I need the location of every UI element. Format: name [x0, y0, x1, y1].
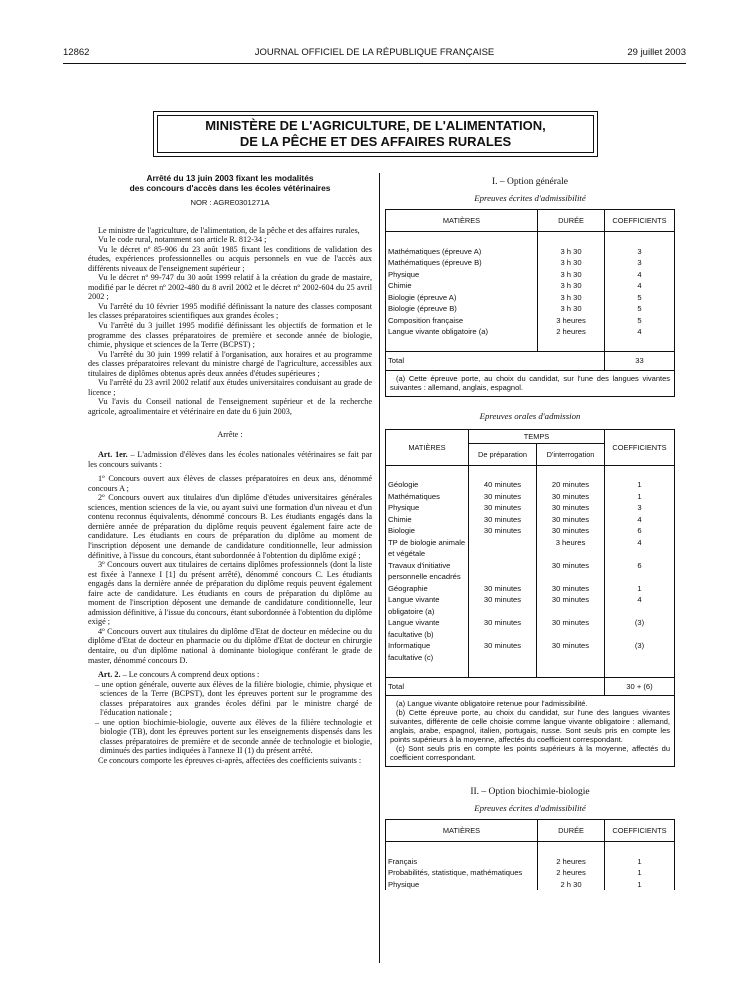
subject-cell: Biologie (épreuve A) [386, 292, 538, 304]
running-header [63, 47, 686, 61]
oral-table-notes [385, 696, 675, 767]
biochimie-written-table [385, 819, 675, 890]
column-header: COEFFICIENTS [605, 429, 675, 465]
page-number: 12862 [63, 47, 90, 58]
table-row [386, 246, 675, 258]
concours-paragraph: 1º Concours ouvert aux élèves de classes préparatoires en deux ans, dénommé concours A ; [88, 474, 372, 493]
journal-title: JOURNAL OFFICIEL DE LA RÉPUBLIQUE FRANÇAISE [254, 47, 495, 58]
interrogation-time-cell: 20 minutes [537, 479, 605, 491]
column-header: COEFFICIENTS [605, 210, 675, 232]
duration-cell: 3 h 30 [538, 292, 605, 304]
table-row [386, 856, 675, 868]
article-1-label: Art. 1er. [98, 450, 128, 460]
visa-paragraph: Vu l'arrêté du 30 juin 1999 relatif à l'organisation, aux horaires et au programme des classes préparatoires relevant du ministre chargé de l'agriculture, accessibles aux titulaires de diplômes obtenus après deux années d'études supérieures ; [88, 349, 372, 378]
table-row [386, 525, 675, 537]
subject-cell: Langue vivante obligatoire (a) [386, 594, 469, 617]
visa-paragraph: Le ministre de l'agriculture, de l'alimentation, de la pêche et des affaires rurales, [98, 225, 360, 235]
header-rule [63, 63, 686, 64]
closing-paragraph: Ce concours comporte les épreuves ci-après, affectées des coefficients suivants : [98, 755, 362, 765]
duration-cell: 3 heures [538, 315, 605, 327]
preparation-time-cell [469, 537, 537, 560]
coefficient-cell: 4 [605, 514, 675, 526]
subject-cell: Physique [386, 269, 538, 281]
footnote: (c) Sont seuls pris en compte les points supérieurs à la moyenne, affectés du coefficient correspondant. [390, 744, 670, 762]
table-row [386, 617, 675, 640]
coefficient-cell: 3 [605, 257, 675, 269]
biochimie-written-subtitle: Epreuves écrites d'admissibilité [474, 803, 586, 813]
table-row [386, 560, 675, 583]
duration-cell: 3 h 30 [538, 269, 605, 281]
column-header: DURÉE [538, 210, 605, 232]
column-header: De préparation [469, 443, 537, 465]
interrogation-time-cell: 30 minutes [537, 514, 605, 526]
column-header: MATIÈRES [386, 210, 538, 232]
subject-cell: Biologie [386, 525, 469, 537]
subject-cell: Probabilités, statistique, mathématiques [386, 867, 538, 879]
interrogation-time-cell: 30 minutes [537, 502, 605, 514]
concours-paragraph: 2º Concours ouvert aux titulaires d'un diplôme d'études universitaires générales sciences, mention sciences de la vie, ou ayant suivi une formation d'un niveau et d'un contenu reconnus équivalents, dénommé concours B. Les étudiants engagés dans la dernière année de préparation du diplôme requis peuvent également faire acte de candidature. Les étudiants en cours de préparation du diplôme au moment de l'inscription déposent une demande de candidature conditionnelle, leur admission définitive, à l'issue du concours, étant subordonnée à l'obtention du diplôme exigé ; [88, 493, 372, 560]
written-exams-table [385, 209, 675, 371]
decree-title-line-2: des concours d'accès dans les écoles vétérinaires [129, 183, 331, 193]
total-label: Total [386, 677, 469, 696]
coefficient-cell: 1 [605, 856, 675, 868]
written-table-note [385, 371, 675, 397]
table-row [386, 867, 675, 879]
table-row [386, 491, 675, 503]
interrogation-time-cell: 30 minutes [537, 594, 605, 617]
options-list [88, 680, 372, 756]
ministry-line-1: MINISTÈRE DE L'AGRICULTURE, DE L'ALIMENTATION, [205, 118, 546, 133]
subject-cell: Physique [386, 879, 538, 891]
preparation-time-cell: 30 minutes [469, 640, 537, 663]
subject-cell: Physique [386, 502, 469, 514]
table-row [386, 640, 675, 663]
visa-paragraph: Vu le décret nº 85-906 du 23 août 1985 fixant les conditions de validation des études, expériences professionnelles ou acquis personnels en vue de l'accès aux différents niveaux de l'enseignement supérieur ; [88, 244, 372, 273]
column-header: MATIÈRES [386, 429, 469, 465]
interrogation-time-cell: 30 minutes [537, 525, 605, 537]
coefficient-cell: 1 [605, 479, 675, 491]
table-row [386, 879, 675, 891]
subject-cell: Langue vivante obligatoire (a) [386, 326, 538, 338]
preparation-time-cell: 30 minutes [469, 617, 537, 640]
table-row [386, 303, 675, 315]
duration-cell: 2 h 30 [538, 879, 605, 891]
article-2-label: Art. 2. [98, 670, 121, 680]
preparation-time-cell: 30 minutes [469, 525, 537, 537]
visa-paragraph: Vu le code rural, notamment son article R. 812-34 ; [98, 235, 267, 245]
column-header: COEFFICIENTS [605, 820, 675, 842]
subject-cell: Chimie [386, 280, 538, 292]
coefficient-cell: 5 [605, 303, 675, 315]
subject-cell: Travaux d'initiative personnelle encadrés [386, 560, 469, 583]
subject-cell: Mathématiques (épreuve A) [386, 246, 538, 258]
column-header: MATIÈRES [386, 820, 538, 842]
interrogation-time-cell: 30 minutes [537, 617, 605, 640]
visa-paragraph: Vu l'arrêté du 3 juillet 1995 modifié définissant les objectifs de formation et le programme des classes préparatoires de première et seconde année de biologie, chimie, physique et sciences de la Terre (BCPST) ; [88, 321, 372, 350]
ministry-line-2: DE LA PÊCHE ET DES AFFAIRES RURALES [239, 134, 512, 149]
coefficient-cell: 1 [605, 583, 675, 595]
subject-cell: Chimie [386, 514, 469, 526]
arrete-label: Arrête : [217, 430, 243, 440]
visa-paragraph: Vu le décret nº 99-747 du 30 août 1999 relatif à la création du grade de mastaire, modifié par le décret nº 2002-480 du 8 avril 2002 et le décret nº 2002-604 du 25 avril 2002 ; [88, 273, 372, 302]
subject-cell: Langue vivante facultative (b) [386, 617, 469, 640]
total-value: 33 [605, 352, 675, 371]
column-header: TEMPS [469, 429, 605, 443]
visa-paragraph: Vu l'avis du Conseil national de l'enseignement supérieur et de la recherche agricole, agroalimentaire et vétérinaire en date du 6 juin 2003, [88, 397, 372, 416]
subject-cell: Mathématiques [386, 491, 469, 503]
table-row [386, 514, 675, 526]
decree-title-line-1: Arrêté du 13 juin 2003 fixant les modalités [146, 173, 314, 183]
preparation-time-cell: 30 minutes [469, 594, 537, 617]
table-row [386, 479, 675, 491]
coefficient-cell: 1 [605, 867, 675, 879]
article-2 [88, 670, 372, 680]
interrogation-time-cell: 3 heures [537, 537, 605, 560]
coefficient-cell: 1 [605, 491, 675, 503]
written-subtitle: Epreuves écrites d'admissibilité [474, 193, 586, 203]
article-2-text: – Le concours A comprend deux options : [120, 670, 260, 680]
concours-paragraph: 3º Concours ouvert aux titulaires de certains diplômes professionnels (dont la liste est fixée à l'annexe I [1] du présent arrêté), dénommé concours C. Les étudiants engagés dans la dernière année de préparation du diplôme requis peuvent également faire acte de candidature. Les étudiants en cours de préparation du diplôme au moment de l'inscription déposent une demande de candidature conditionnelle, leur admission définitive, à l'issue du concours, étant subordonnée à l'obtention du diplôme exigé ; [88, 560, 372, 627]
coefficient-cell: 5 [605, 292, 675, 304]
decree-title [88, 173, 372, 193]
duration-cell: 2 heures [538, 326, 605, 338]
coefficient-cell: 4 [605, 537, 675, 560]
coefficient-cell: 4 [605, 594, 675, 617]
table-row [386, 257, 675, 269]
preparation-time-cell: 30 minutes [469, 583, 537, 595]
total-value: 30 + (6) [605, 677, 675, 696]
duration-cell: 2 heures [538, 856, 605, 868]
oral-subtitle: Epreuves orales d'admission [479, 410, 581, 421]
subject-cell: Biologie (épreuve B) [386, 303, 538, 315]
coefficient-cell: 4 [605, 326, 675, 338]
coefficient-cell: (3) [605, 640, 675, 663]
preparation-time-cell: 30 minutes [469, 502, 537, 514]
interrogation-time-cell: 30 minutes [537, 640, 605, 663]
coefficient-cell: 3 [605, 502, 675, 514]
duration-cell: 2 heures [538, 867, 605, 879]
preparation-time-cell: 30 minutes [469, 514, 537, 526]
subject-cell: Français [386, 856, 538, 868]
total-label: Total [386, 352, 538, 371]
coefficient-cell: 4 [605, 269, 675, 281]
column-header: D'interrogation [537, 443, 605, 465]
issue-date: 29 juillet 2003 [627, 47, 686, 58]
table-row [386, 269, 675, 281]
concours-paragraph: 4º Concours ouvert aux titulaires du diplôme d'Etat de docteur en médecine ou du diplôme d'Etat de docteur en pharmacie ou du diplôme d'Etat de docteur en chirurgie dentaire, ou d'un diplôme national à dominante biologique conférant le grade de master, dénommé concours D. [88, 626, 372, 665]
table-row [386, 502, 675, 514]
coefficient-cell: 1 [605, 879, 675, 891]
column-header: DURÉE [538, 820, 605, 842]
table-row [386, 537, 675, 560]
section-heading-biochimie: II. – Option biochimie-biologie [470, 787, 590, 797]
table-row [386, 315, 675, 327]
interrogation-time-cell: 30 minutes [537, 491, 605, 503]
table-row [386, 292, 675, 304]
interrogation-time-cell: 30 minutes [537, 583, 605, 595]
footnote: (a) Cette épreuve porte, au choix du candidat, sur l'une des langues vivantes suivantes : allemand, anglais, espagnol. [390, 373, 670, 392]
table-row [386, 280, 675, 292]
article-1-text: – L'admission d'élèves dans les écoles nationales vétérinaires se fait par les concours suivants : [88, 450, 372, 469]
ministry-heading [153, 111, 598, 157]
coefficient-cell: 3 [605, 246, 675, 258]
table-row [386, 583, 675, 595]
coefficient-cell: (3) [605, 617, 675, 640]
subject-cell: TP de biologie animale et végétale [386, 537, 469, 560]
oral-exams-table [385, 429, 675, 697]
subject-cell: Géographie [386, 583, 469, 595]
footnote: (b) Cette épreuve porte, au choix du candidat, sur l'une des langues vivantes suivantes, différente de celle choisie comme langue vivante obligatoire : allemand, anglais, arabe, espagnol, italien, portugais, russe. Sont seuls pris en compte les points supérieurs à la moyenne, affectés du coefficient correspondant. [390, 708, 670, 744]
list-item: – une option générale, ouverte aux élèves de la filière biologie, chimie, physique et sciences de la Terre (BCPST), dont les épreuves portent sur le programme des classes préparatoires aux grandes écoles défini par le ministre chargé de l'éducation nationale ; [100, 680, 372, 718]
coefficient-cell: 5 [605, 315, 675, 327]
tables-column [385, 173, 675, 890]
footnote: (a) Langue vivante obligatoire retenue pour l'admissibilité. [396, 699, 588, 708]
table-row [386, 326, 675, 338]
subject-cell: Composition française [386, 315, 538, 327]
section-heading-general: I. – Option générale [492, 177, 568, 187]
article-1 [88, 450, 372, 469]
duration-cell: 3 h 30 [538, 246, 605, 258]
duration-cell: 3 h 30 [538, 257, 605, 269]
subject-cell: Informatique facultative (c) [386, 640, 469, 663]
duration-cell: 3 h 30 [538, 280, 605, 292]
column-divider [379, 173, 380, 963]
nor-reference: NOR : AGRE0301271A [190, 198, 270, 207]
duration-cell: 3 h 30 [538, 303, 605, 315]
coefficient-cell: 6 [605, 525, 675, 537]
preparation-time-cell [469, 560, 537, 583]
subject-cell: Mathématiques (épreuve B) [386, 257, 538, 269]
decree-column [88, 173, 372, 766]
interrogation-time-cell: 30 minutes [537, 560, 605, 583]
coefficient-cell: 6 [605, 560, 675, 583]
table-row [386, 594, 675, 617]
list-item: – une option biochimie-biologie, ouverte aux élèves de la filière technologie et biologie (TB), dont les épreuves portent sur les enseignements dispensés dans les classes préparatoires de première et de seconde année de technologie et biologie, diminués des parties indiquées à l'annexe II (1) du présent arrêté. [100, 718, 372, 756]
preparation-time-cell: 30 minutes [469, 491, 537, 503]
visa-paragraph: Vu l'arrêté du 10 février 1995 modifié définissant la nature des classes composant les classes préparatoires scientifiques aux grandes écoles ; [88, 301, 372, 321]
visa-paragraph: Vu l'arrêté du 23 avril 2002 relatif aux études universitaires conduisant au grade de licence ; [88, 378, 372, 397]
subject-cell: Géologie [386, 479, 469, 491]
coefficient-cell: 4 [605, 280, 675, 292]
preparation-time-cell: 40 minutes [469, 479, 537, 491]
